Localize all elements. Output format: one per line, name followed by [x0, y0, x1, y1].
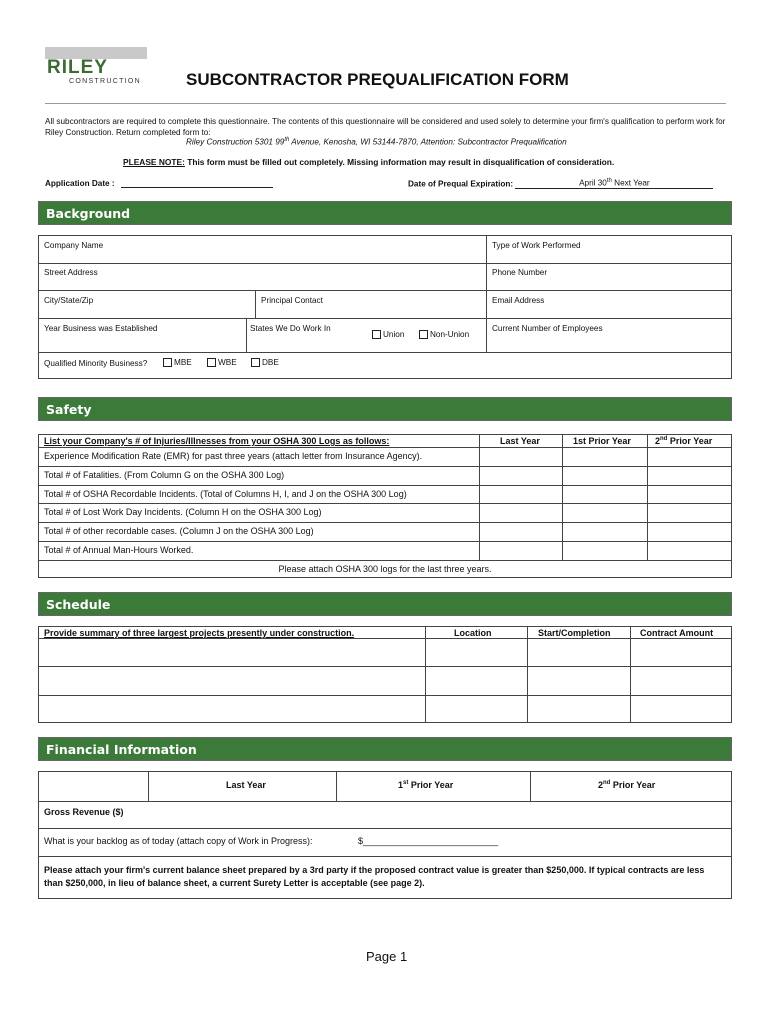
- schedule-col-line: [425, 626, 426, 723]
- schedule-header: Provide summary of three largest projects presently under construction.: [44, 628, 355, 638]
- financial-col-line: [148, 771, 149, 801]
- employees-label: Current Number of Employees: [492, 324, 603, 333]
- bg-row-line: [38, 318, 732, 319]
- safety-footer: Please attach OSHA 300 logs for the last three years.: [278, 564, 492, 574]
- safety-row-fatalities: Total # of Fatalities. (From Column G on the OSHA 300 Log): [44, 470, 285, 480]
- section-schedule: Schedule: [38, 592, 732, 616]
- safety-row-recordable: Total # of OSHA Recordable Incidents. (Total of Columns H, I, and J on the OSHA 300 Log): [44, 489, 407, 499]
- application-date: Application Date :: [45, 178, 273, 188]
- safety-row-other: Total # of other recordable cases. (Column J on the OSHA 300 Log): [44, 526, 314, 536]
- schedule-row-line: [38, 638, 732, 639]
- financial-col-line: [336, 771, 337, 801]
- bg-col-line: [255, 290, 256, 318]
- schedule-row-line: [38, 666, 732, 667]
- safety-row-emr: Experience Modification Rate (EMR) for past three years (attach letter from Insurance Agency).: [44, 451, 423, 461]
- expiration-date-field[interactable]: April 30th Next Year: [515, 178, 713, 189]
- schedule-col-line: [527, 626, 528, 723]
- union-checkbox[interactable]: [372, 330, 381, 339]
- bg-row-line: [38, 352, 732, 353]
- schedule-col-location: Location: [454, 628, 492, 638]
- expiration-date: Date of Prequal Expiration: April 30th Next Year: [408, 178, 713, 189]
- states-work-in-label: States We Do Work In: [250, 324, 331, 333]
- logo-word: RILEY: [47, 57, 108, 78]
- financial-row-line: [38, 801, 732, 802]
- financial-col-first-prior: 1st Prior Year: [398, 780, 454, 790]
- minority-question: Qualified Minority Business?: [44, 359, 148, 368]
- backlog-label: What is your backlog as of today (attach copy of Work in Progress):: [44, 836, 313, 846]
- mbe-checkbox[interactable]: [163, 358, 172, 367]
- type-of-work-label: Type of Work Performed: [492, 241, 581, 250]
- gross-revenue-label: Gross Revenue ($): [44, 807, 124, 817]
- safety-row-line: [38, 466, 732, 467]
- wbe-checkbox[interactable]: [207, 358, 216, 367]
- section-safety: Safety: [38, 397, 732, 421]
- safety-row-line: [38, 503, 732, 504]
- safety-row-line: [38, 560, 732, 561]
- financial-col-line: [530, 771, 531, 801]
- schedule-col-line: [630, 626, 631, 723]
- schedule-col-amount: Contract Amount: [640, 628, 714, 638]
- non-union-checkbox[interactable]: [419, 330, 428, 339]
- schedule-table: [38, 626, 732, 723]
- union-option[interactable]: Union: [372, 330, 404, 339]
- bg-col-line: [486, 235, 487, 352]
- schedule-row-line: [38, 695, 732, 696]
- section-financial: Financial Information: [38, 737, 732, 761]
- safety-row-line: [38, 522, 732, 523]
- balance-sheet-note: Please attach your firm's current balance sheet prepared by a 3rd party if the proposed contract value is greater than $250,000. If typical contracts are less than $250,000, in lieu of balance sheet, a current Surety Letter is acceptable (see page 2).: [44, 865, 705, 888]
- intro-text: All subcontractors are required to complete this questionnaire. The contents of this questionnaire will be considered and used solely to determine your firm's qualification to perform work for Riley Construction. Return completed form to:: [45, 117, 726, 137]
- dbe-option[interactable]: DBE: [251, 358, 279, 367]
- riley-logo: [45, 47, 147, 87]
- financial-col-last-year: Last Year: [226, 780, 266, 790]
- year-established-label: Year Business was Established: [44, 324, 158, 333]
- mbe-option[interactable]: MBE: [163, 358, 192, 367]
- background-table: [38, 235, 732, 379]
- principal-contact-label: Principal Contact: [261, 296, 323, 305]
- safety-row-manhours: Total # of Annual Man-Hours Worked.: [44, 545, 194, 555]
- company-name-label: Company Name: [44, 241, 104, 250]
- safety-row-line: [38, 541, 732, 542]
- email-address-label: Email Address: [492, 296, 545, 305]
- safety-row-line: [38, 485, 732, 486]
- bg-col-line: [246, 318, 247, 352]
- safety-col-first-prior: 1st Prior Year: [573, 436, 631, 446]
- section-background: Background: [38, 201, 732, 225]
- financial-row-line: [38, 828, 732, 829]
- page-number: Page 1: [366, 949, 408, 964]
- safety-col-second-prior: 2nd Prior Year: [655, 436, 713, 446]
- bg-row-line: [38, 263, 732, 264]
- schedule-col-start: Start/Completion: [538, 628, 611, 638]
- safety-header: List your Company's # of Injuries/Illnesses from your OSHA 300 Logs as follows:: [44, 436, 390, 446]
- city-state-zip-label: City/State/Zip: [44, 296, 94, 305]
- form-title: SUBCONTRACTOR PREQUALIFICATION FORM: [186, 70, 569, 89]
- title-rule: [45, 103, 726, 104]
- financial-col-second-prior: 2nd Prior Year: [598, 780, 656, 790]
- logo-sub: CONSTRUCTION: [69, 78, 141, 85]
- wbe-option[interactable]: WBE: [207, 358, 237, 367]
- application-date-field[interactable]: [121, 178, 273, 188]
- safety-col-last-year: Last Year: [500, 436, 540, 446]
- safety-row-line: [38, 447, 732, 448]
- bg-row-line: [38, 290, 732, 291]
- phone-number-label: Phone Number: [492, 268, 548, 277]
- safety-row-lost-day: Total # of Lost Work Day Incidents. (Column H on the OSHA 300 Log): [44, 507, 322, 517]
- return-address: Riley Construction 5301 99th Avenue, Kenosha, WI 53144-7870, Attention: Subcontractor Prequalification: [186, 137, 567, 147]
- please-note: PLEASE NOTE: This form must be filled out completely. Missing information may result in disqualification of consideration.: [123, 157, 615, 167]
- backlog-field[interactable]: $___________________________: [358, 836, 499, 846]
- dbe-checkbox[interactable]: [251, 358, 260, 367]
- non-union-option[interactable]: Non-Union: [419, 330, 469, 339]
- street-address-label: Street Address: [44, 268, 98, 277]
- financial-row-line: [38, 856, 732, 857]
